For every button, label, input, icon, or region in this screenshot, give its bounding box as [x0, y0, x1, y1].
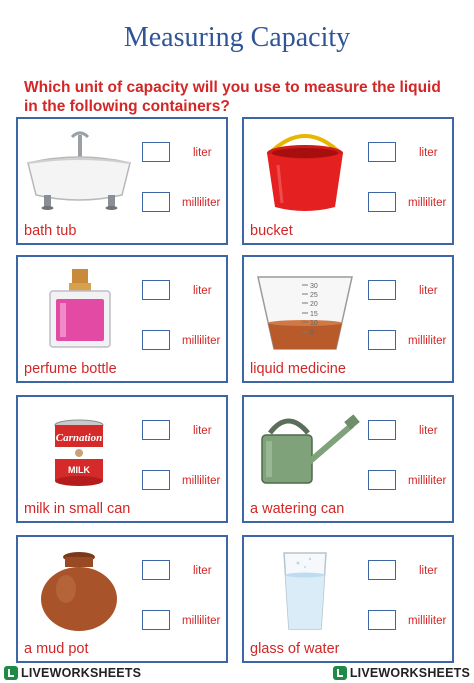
milliliter-checkbox[interactable] — [368, 330, 396, 350]
milliliter-label: milliliter — [408, 615, 447, 627]
perfume-bottle-image — [22, 263, 136, 353]
liter-checkbox[interactable] — [142, 280, 170, 300]
container-card-liquid-medicine — [242, 255, 454, 383]
cup-scale-mark: 25 — [310, 292, 318, 299]
container-card-watering-can — [242, 395, 454, 523]
container-label: a mud pot — [24, 641, 89, 657]
cup-scale-mark: 5 — [310, 330, 314, 337]
milliliter-label: milliliter — [182, 197, 221, 209]
milliliter-label: milliliter — [182, 615, 221, 627]
liquid-medicine-image — [248, 263, 362, 353]
cup-scale-mark: 10 — [310, 320, 318, 327]
milliliter-label: milliliter — [182, 335, 221, 347]
milliliter-label: milliliter — [408, 197, 447, 209]
container-card-mud-pot — [16, 535, 228, 663]
can-label-text: MILK — [68, 465, 90, 475]
container-label: liquid medicine — [250, 361, 346, 377]
can-brand-text: Carnation — [55, 432, 103, 444]
milliliter-checkbox[interactable] — [142, 192, 170, 212]
cup-scale-mark: 30 — [310, 283, 318, 290]
liter-checkbox[interactable] — [368, 560, 396, 580]
liter-label: liter — [419, 147, 438, 159]
container-card-perfume-bottle — [16, 255, 228, 383]
liter-checkbox[interactable] — [368, 420, 396, 440]
milliliter-checkbox[interactable] — [368, 470, 396, 490]
liter-checkbox[interactable] — [368, 142, 396, 162]
container-label: bucket — [250, 223, 293, 239]
milliliter-label: milliliter — [408, 475, 447, 487]
liter-label: liter — [193, 285, 212, 297]
liter-label: liter — [193, 565, 212, 577]
container-label: perfume bottle — [24, 361, 117, 377]
footer-brand-text: LIVEWORKSHEETS — [349, 666, 470, 680]
milliliter-checkbox[interactable] — [142, 610, 170, 630]
cup-scale-mark: 15 — [310, 311, 318, 318]
milliliter-checkbox[interactable] — [142, 470, 170, 490]
bucket-image — [248, 125, 362, 215]
liveworksheets-logo-icon — [4, 666, 18, 680]
container-label: glass of water — [250, 641, 340, 657]
container-card-bucket — [242, 117, 454, 245]
footer-brand-text: LIVEWORKSHEETS — [21, 666, 142, 680]
container-card-glass-of-water — [242, 535, 454, 663]
liter-checkbox[interactable] — [368, 280, 396, 300]
container-label: milk in small can — [24, 501, 131, 517]
milliliter-label: milliliter — [408, 335, 447, 347]
milk-can-image — [22, 403, 136, 493]
liter-label: liter — [419, 565, 438, 577]
liter-checkbox[interactable] — [142, 560, 170, 580]
liter-label: liter — [193, 147, 212, 159]
milliliter-checkbox[interactable] — [368, 610, 396, 630]
container-card-milk-can — [16, 395, 228, 523]
glass-of-water-image — [248, 543, 362, 633]
bath-tub-image — [22, 125, 136, 215]
container-card-bath-tub — [16, 117, 228, 245]
mud-pot-image — [22, 543, 136, 633]
liveworksheets-logo-icon — [333, 666, 347, 680]
footer-brand-right — [333, 666, 470, 680]
container-label: bath tub — [24, 223, 77, 239]
question-text: Which unit of capacity will you use to measure the liquid in the following containers? — [24, 79, 441, 115]
footer-brand-left — [4, 666, 141, 680]
cup-scale-mark: 20 — [310, 301, 318, 308]
liter-checkbox[interactable] — [142, 420, 170, 440]
liter-label: liter — [419, 285, 438, 297]
liter-checkbox[interactable] — [142, 142, 170, 162]
page-title: Measuring Capacity — [123, 22, 351, 53]
milliliter-checkbox[interactable] — [142, 330, 170, 350]
container-label: a watering can — [250, 501, 345, 517]
milliliter-checkbox[interactable] — [368, 192, 396, 212]
milliliter-label: milliliter — [182, 475, 221, 487]
watering-can-image — [248, 403, 362, 493]
liter-label: liter — [419, 425, 438, 437]
liter-label: liter — [193, 425, 212, 437]
